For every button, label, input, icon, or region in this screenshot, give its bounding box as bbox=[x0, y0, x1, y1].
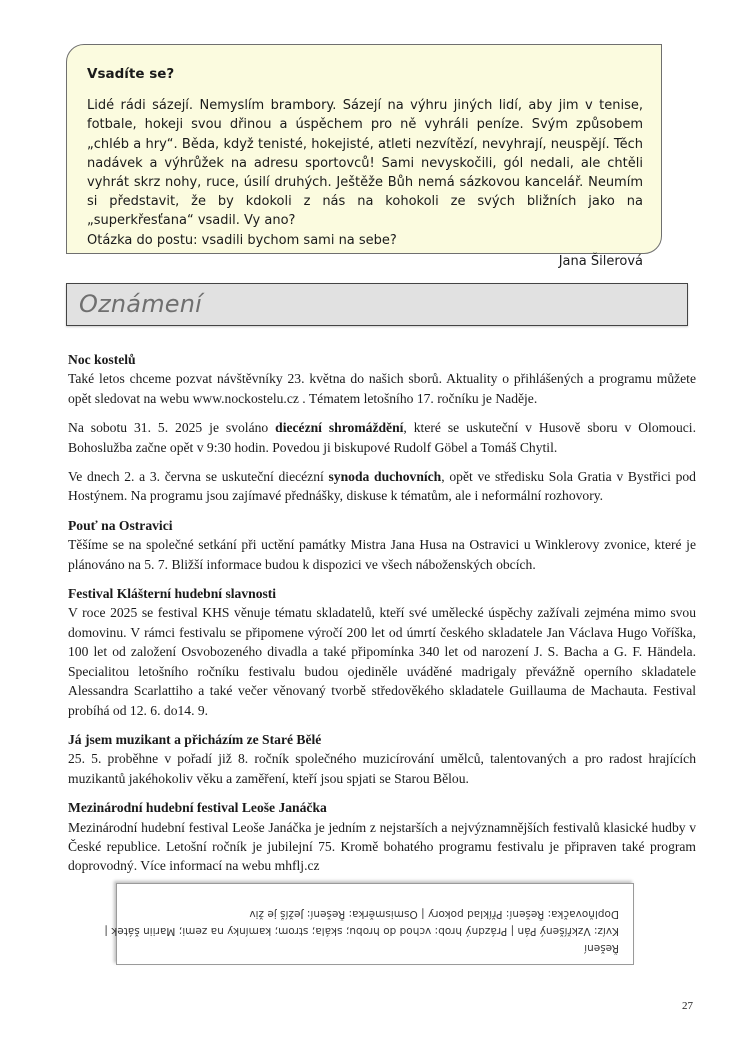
article-text: V roce 2025 se festival KHS věnuje tématu skladatelů, kteří své umělecké úspěchy zažívali zejména mimo svou domovinu. V rámci festivalu se připomene výročí 200 let od úmrtí českého skladatele Jan Václava Hugo Voříška, 100 let od založení Osvobozeného divadla a také připomínka 340 let od narození J. S. Bacha a G. F. Händela. Specialitou letošního ročníku festivalu budou ojediněle uváděné madrigaly převážně operního skladatele Alessandra Scarlattiho a také večer věnovaný tvorbě středověkého skladatele Guillauma de Machauta. Festival probíhá od 12. 6. do14. 9. bbox=[68, 605, 696, 718]
article-text bbox=[68, 418, 696, 457]
callout-body bbox=[87, 96, 643, 271]
callout-title: Vsadíte se? bbox=[87, 66, 175, 82]
article-text: Těšíme se na společné setkání při uctění památky Mistra Jana Husa na Ostravici u Winklerovy zvonice, které je plánováno na 5. 7. Bližší informace budou k dispozici ve všech náboženských obcích. bbox=[68, 537, 696, 572]
article-heading: Noc kostelů bbox=[68, 352, 136, 367]
text-part: , opět ve středisku Sola Gratia v Bystřici pod Hostýnem. Na programu jsou zajímavé přednášky, diskuse k tématům, ale i neformální rozhovory. bbox=[68, 469, 696, 504]
text-part: Ve dnech 2. a 3. června se uskuteční diecézní bbox=[68, 469, 329, 485]
article-heading: Mezinárodní hudební festival Leoše Janáčka bbox=[68, 800, 327, 816]
announcements bbox=[68, 350, 696, 886]
answers-line: Kvíz: Vzkříšený Pán | Prázdný hrob: vchod do hrobu; skála; strom; kamínky na zemi; Mariin šátek | bbox=[104, 925, 619, 937]
callout-box bbox=[66, 44, 662, 269]
callout-question: Otázka do postu: vsadili bychom sami na sebe? bbox=[87, 232, 397, 248]
article-noc-kostelu bbox=[68, 350, 696, 408]
callout-text: Lidé rádi sázejí. Nemyslím brambory. Sázejí na výhru jiných lidí, aby jim v tenise, fotbale, hokeji svou dřinou a úspěchem pro ně vyhráli peníze. Svým způsobem „chléb a hry“. Běda, když tenisté, hokejisté, atleti nezvítězí, nevyhrají, neuspějí. Těch nadávek a výhrůžek na adresu sportovců! Sami nevyskočili, gól nedali, ale chtěli vyhrát skrz nohy, ruce, úsilí druhých. Ještěže Bůh nemá sázkovou kancelář. Neumím si představit, že by kdokoli z nás na kohokoli ze svých bližních jako na „superkřesťana“ vsadil. Vy ano? bbox=[87, 98, 643, 229]
answers-title: Řešení bbox=[584, 942, 619, 954]
section-heading-bar bbox=[66, 283, 688, 326]
article-janacek bbox=[68, 798, 696, 876]
bold-phrase: synoda duchovních bbox=[328, 469, 442, 485]
bold-phrase: diecézní shromáždění bbox=[275, 420, 404, 436]
answers-line: Doplňovačka: Řešení: Příklad pokory | Osmisměrka: Řešení: Ježíš je živ bbox=[249, 908, 619, 920]
callout-author: Jana Šilerová bbox=[558, 253, 643, 269]
article-pout bbox=[68, 516, 696, 574]
article-heading: Festival Klášterní hudební slavnosti bbox=[68, 586, 277, 602]
section-title: Oznámení bbox=[79, 290, 203, 318]
page-number: 27 bbox=[682, 1000, 693, 1012]
article-text: 25. 5. proběhne v pořadí již 8. ročník společného muzicírování umělců, talentovaných a pro radost hrajících muzikantů jakéhokoliv věku a zaměření, kteří jsou spjati se Starou Bělou. bbox=[68, 751, 696, 786]
article-heading: Já jsem muzikant a přicházím ze Staré Bělé bbox=[68, 731, 322, 747]
article-khs bbox=[68, 584, 696, 720]
article-shromazdeni bbox=[68, 418, 696, 457]
article-text: Mezinárodní hudební festival Leoše Janáčka je jedním z nejstarších a nejvýznamnějších festivalů klasické hudby v České republice. Letošní ročník je jubilejní 75. Kromě bohatého programu festivalu je připraven také program doprovodný. Více informací na webu mhflj.cz bbox=[68, 819, 696, 874]
answers-box bbox=[104, 883, 634, 965]
text-part: Na sobotu 31. 5. 2025 je svoláno bbox=[68, 420, 276, 436]
article-text bbox=[68, 467, 696, 506]
article-synoda bbox=[68, 467, 696, 506]
answers-rotated bbox=[104, 884, 633, 964]
article-text: Také letos chceme pozvat návštěvníky 23. května do našich sborů. Aktuality o přihlášených a programu můžete opět sledovat na webu www.nockostelu.cz . Tématem letošního 17. ročníku je Naděje. bbox=[68, 371, 696, 406]
text-part: , které se uskuteční v Husově sboru v Olomouci. Bohoslužba začne opět v 9:30 hodin. Povedou ji biskupové Rudolf Göbel a Tomáš Chytil. bbox=[68, 420, 696, 455]
article-heading: Pouť na Ostravici bbox=[68, 517, 173, 533]
article-muzikant bbox=[68, 730, 696, 788]
